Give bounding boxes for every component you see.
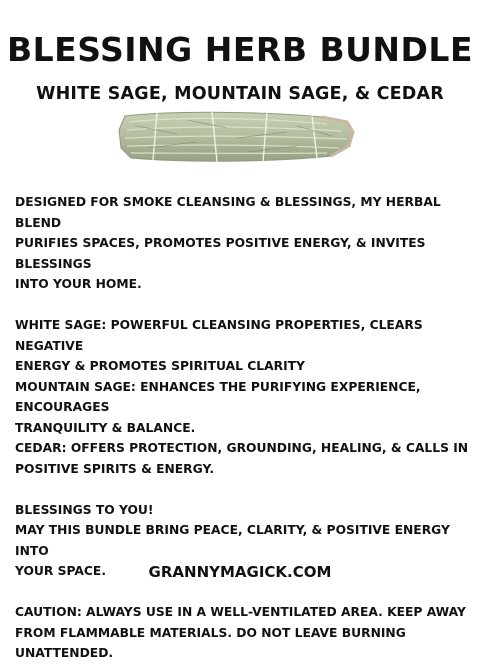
- caution-line: FROM FLAMMABLE MATERIALS. DO NOT LEAVE BURNING UNATTENDED.: [15, 625, 406, 660]
- herb-line: ENERGY & PROMOTES SPIRITUAL CLARITY: [15, 359, 305, 373]
- intro-line: DESIGNED FOR SMOKE CLEANSING & BLESSINGS, MY HERBAL BLEND: [15, 195, 441, 230]
- caution-line: CAUTION: ALWAYS USE IN A WELL-VENTILATED AREA. KEEP AWAY: [15, 605, 466, 619]
- herb-line: TRANQUILITY & BALANCE.: [15, 420, 196, 435]
- page-title: BLESSING HERB BUNDLE: [7, 30, 473, 69]
- website-link[interactable]: GRANNYMAGICK.COM: [148, 563, 332, 581]
- blessing-line: YOUR SPACE.: [15, 564, 107, 578]
- herb-line: WHITE SAGE: POWERFUL CLEANSING PROPERTIES, CLEARS NEGATIVE: [15, 318, 423, 353]
- page-subtitle: WHITE SAGE, MOUNTAIN SAGE, & CEDAR: [36, 84, 444, 104]
- herb-line: POSITIVE SPIRITS & ENERGY.: [15, 461, 215, 476]
- blessing-line: MAY THIS BUNDLE BRING PEACE, CLARITY, & POSITIVE ENERGY INTO: [15, 523, 450, 558]
- intro-line: PURIFIES SPACES, PROMOTES POSITIVE ENERGY, & INVITES BLESSINGS: [15, 236, 426, 271]
- description-body: [15, 192, 470, 664]
- herb-line: MOUNTAIN SAGE: ENHANCES THE PURIFYING EXPERIENCE, ENCOURAGES: [15, 379, 421, 414]
- intro-line: INTO YOUR HOME.: [15, 277, 142, 291]
- blessing-line: BLESSINGS TO YOU!: [15, 502, 154, 517]
- herb-line: CEDAR: OFFERS PROTECTION, GROUNDING, HEALING, & CALLS IN: [15, 441, 469, 455]
- sage-bundle-image: [117, 108, 357, 168]
